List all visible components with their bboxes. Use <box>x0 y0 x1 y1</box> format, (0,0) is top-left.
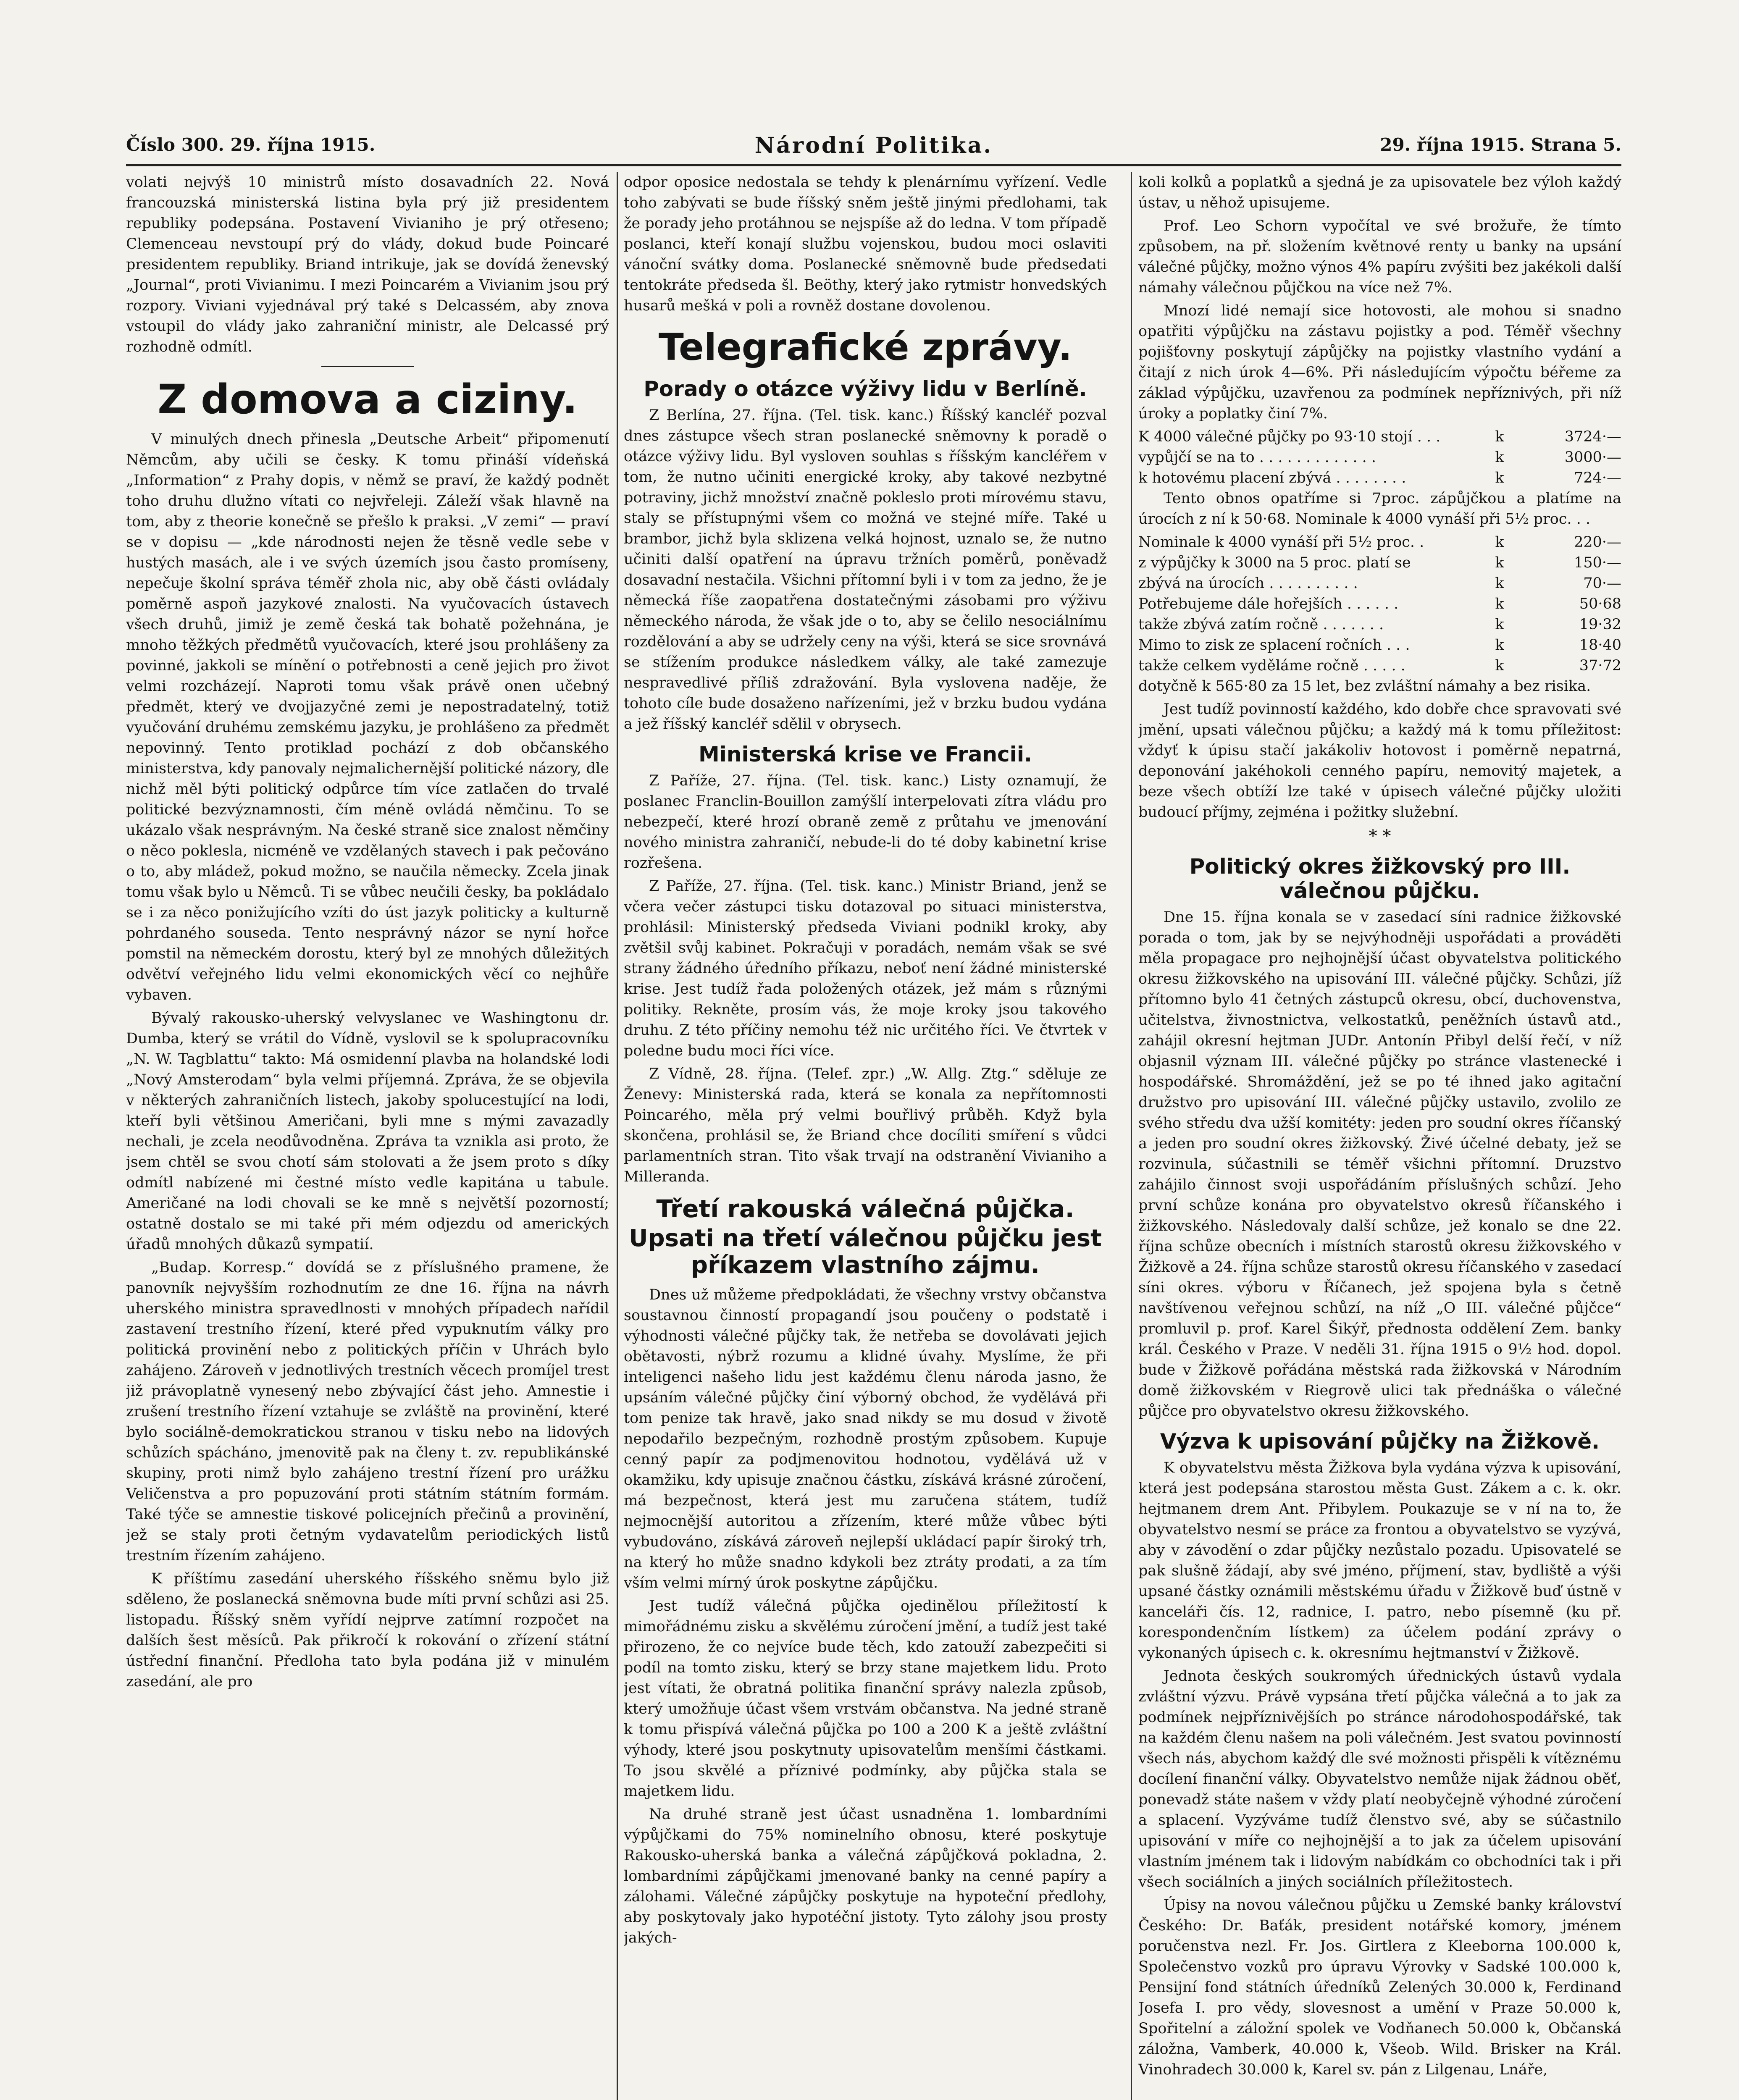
paragraph: Jednota českých soukromých úřednických ústavů vydala zvláštní výzvu. Právě vypsána třetí půjčka válečná a to jak za podmínek nejpříznivějších po stránce národohospodářské, tak na každém členu našem na poli válečném. Jest svatou povinností všech nás, abychom každý dle své možnosti přispěli k vítěznému docílení finanční války. Obyvatelstvo nemůže nijak žádnou oběť, ponevadž státe našem v vždy platí neobyčejně výhodné zúročení a splacení. Vyzýváme tudíž členstvo své, aby se súčastnilo upisování v míře co nejhojnější a to jak za účelem upisování vlastním jménem tak i lidovým nabídkám co obchodníci tak i při všech sociálních a jiných sociálních příležitostech. <box>1138 1668 1621 1890</box>
row-unit: k <box>1495 596 1504 612</box>
table-row <box>1138 427 1621 447</box>
divider <box>321 366 414 367</box>
row-unit: k <box>1495 449 1504 466</box>
row-value: 50·68 <box>1579 596 1621 612</box>
table-row <box>1138 553 1621 573</box>
table-row <box>1138 468 1621 488</box>
column-3 <box>1138 172 1621 2100</box>
paragraph: Mnozí lidé nemají sice hotovosti, ale mohou si snadno opatřiti výpůjčku na zástavu pojistky a pod. Téměř všechny pojišťovny poskytují zápůjčky na pojistky vlastního vydání a čitají z nich úrok 4—6%. Při následujícím výpočtu béřeme za základ výpůjčku, uzavřenou za podmínek nepříznivých, při níž úroky a poplatky činí 7%. <box>1138 302 1621 422</box>
row-value: 70·— <box>1583 575 1621 592</box>
paragraph: Úpisy na novou válečnou půjčku u Zemské banky království Českého: Dr. Baťák, president notářské komory, jménem poručenstva nezl. Fr. Jos. Girtlera z Kleeborna 100.000 k, Společenstvo vozků pro úpravu Výrovky v Sadské 100.000 k, Pensijní fond státních úředníků Zelených 30.000 k, Ferdinand Josefa I. pro vědy, slovesnost a umění v Praze 50.000 k, Spořitelní a záložní spolek ve Vodňanech 50.000 k, Občanská záložna, Vamberk, 40.000 k, Všeob. Wild. Brisker na Král. Vinohradech 30.000 k, Karel sv. pán z Lilgenau, Lnáře, <box>1138 1897 1621 2078</box>
newspaper-page <box>126 126 1621 2100</box>
article-heading: Politický okres žižkovský pro III. válečnou půjčku. <box>1189 854 1571 903</box>
asterisk-divider: * * <box>1369 827 1391 846</box>
row-label: vypůjčí se na to . . . . . . . . . . . . . <box>1138 449 1376 466</box>
paragraph: V minulých dnech přinesla „Deutsche Arbeit“ připomenutí Němcům, aby učili se česky. K tomu přináší vídeňská „Information“ z Prahy dopis, v němž se praví, že každý podnět toho druhu dlužno vítati co nejvřeleji. Záleží však hlavně na tom, aby z theorie konečně se přešlo k praksi. „V zemi“ — praví se v dopisu — „kde národnosti nejen že těsně vedle sebe v hustých masách, ale i ve svých územích jsou často promíseny, nepečuje školní správa téměř zhola nic, aby obě části ovládaly poměrně aspoň jazykové znalosti. Na vyučovacích ústavech všech druhů, jimiž je země česká tak bohatě požehnána, je mnoho těžkých předmětů vyučovacích, které jsou prohlášeny za povinné, jakkoli se mínění o potřebnosti a ceně jejich pro život velmi rozcházejí. Naproti tomu však právě onen učebný předmět, který ve dvojjazyčné zemi je nepostradatelný, totiž vyučování druhému zemskému jazyku, je prohlášeno za předmět nepovinný. Tento protiklad pochází z dob občanského ministerstva, kdy panovaly nejmalichernější politické názory, dle nichž měl býti politický odpůrce tím více zatlačen do trvalé politické bezvýznamnosti, čím méně ovládá němčinu. To se ukázalo však nesprávným. Na české straně sice znalost němčiny o něco poklesla, nicméně ve vzdělaných stavech i pak pečováno o to, aby mládež, pokud možno, se naučila německy. Zcela jinak tomu však bylo u Němců. Ti se vůbec neučili česky, ba pokládalo se i za něco ponižujícího vzíti do úst jazyk politicky a kulturně pohrdaného souseda. Tento nesprávný názor se nyní hořce pomstil na německém dorostu, který byl ze mnohých důležitých odvětví veřejného lidu velmi ekonomických věcí co nejhůře vybaven. <box>126 431 609 1003</box>
paragraph: Jest tudíž povinností každého, kdo dobře chce spravovati své jmění, upsati válečnou půjčku; a každý má k tomu příležitost: vždyť k úpisu stačí jakákoliv hotovost i poměrně nepatrná, deponování jakéhokoli cenného papíru, nemovitý majetek, a beze všech obtíží lze také v úpisech válečné půjčky uložiti budoucí příjmy, zejména i požitky služební. <box>1138 701 1621 821</box>
paragraph: Bývalý rakousko-uherský velvyslanec ve Washingtonu dr. Dumba, který se vrátil do Vídně, vyslovil se k spolupracovníku „N. W. Tagblattu“ takto: Má osmidenní plavba na holandské lodi „Nový Amsterodam“ byla velmi příjemná. Zpráva, že se objevila v některých zahraničních listech, jakoby spolucestující na lodi, kteří byli většinou Američani, byli mne s mými zavazadly nechali, je zcela neodůvodněna. Zpráva ta vznikla asi proto, že jsem chtěl se svou chotí sám stolovati a že jsem proto s díky odmítl nabízené mi čestné místo vedle kapitána u tabule. Američané na lodi chovali se ke mně s největší pozorností; ostatně dostalo se mi také při mém odjezdu od amerických úřadů mnohých důkazů sympatií. <box>126 1010 609 1253</box>
paragraph: Dnes už můžeme předpokládati, že všechny vrstvy občanstva soustavnou činností propagandí jsou poučeny o podstatě i výhodnosti válečné půjčky tak, že netřeba se dovolávati jejich obětavosti, nýbrž rozumu a klidné úvahy. Myslíme, že při inteligenci našeho lidu jest každému členu národa jasno, že upsáním válečné půjčky činí výborný obchod, že vydělává při tom penize tak hravě, jako snad nikdy se mu dosud v životě nepodařilo bezpečným, rozhodně prostým způsobem. Kupuje cenný papír za podjmenovitou hodnotou, vydělává už v okamžiku, kdy upisuje značnou částku, získává krásné zúročení, má bezpečnost, která jest mu zaručena státem, tudíž nejmocnější autoritou a zřízením, které může vůbec býti vybudováno, získává zároveň nejlepší ukládací papír široký trh, na který ho může snadno kdykoli bez ztráty prodati, a za tím vším velmi mírný úrok poskytne zápůjčku. <box>624 1286 1107 1591</box>
row-value: 3000·— <box>1564 449 1621 466</box>
paragraph: K obyvatelstvu města Žižkova byla vydána výzva k upisování, která jest podepsána starostou města Gust. Zákem a c. k. okr. hejtmanem drem Ant. Přibylem. Poukazuje se v ní na to, že obyvatelstvo nesmí se práce za frontou a obyvatelstvo se vyzývá, aby v závodění o zdar půjčky nezůstalo pozadu. Upisovatelé se pak slušně žádají, aby své jméno, příjmení, stav, bydliště a výši upsané částky oznámili městskému úřadu v Žižkově buď ústně v kanceláři čís. 12, radnice, I. patro, nebo písemně (ku př. korespondenčním lístkem) za účelem podání zprávy o vykonaných úpisech c. k. okresnímu hejtmanství v Žižkově. <box>1138 1460 1621 1662</box>
paragraph: Jest tudíž válečná půjčka ojedinělou příležitostí k mimořádnému zisku a skvělému zúročení jmění, a tudíž jest také přirozeno, že co nejvíce bude těch, kdo zatouží zabezpečiti si podíl na tomto zisku, který se brzy stane majetkem lidu. Proto jest vítati, že obratná politika finanční správy nalezla způsob, který umožňuje účast všem vrstvám občanstva. Na jedné straně k tomu přispívá válečná půjčka po 100 a 200 K a ještě zvláštní výhody, které jsou poskytnuty upisovatelům menšími částkami. To jsou skvělé a příznivé podmínky, aby půjčka stala se majetkem lidu. <box>624 1598 1107 1800</box>
row-unit: k <box>1495 554 1504 571</box>
row-value: 37·72 <box>1579 657 1621 674</box>
row-label: z výpůjčky k 3000 na 5 proc. platí se <box>1138 554 1411 571</box>
row-unit: k <box>1495 575 1504 592</box>
row-label: Potřebujeme dále hořejších . . . . . . <box>1138 596 1399 612</box>
issue-info: Číslo 300. 29. října 1915. <box>126 134 376 155</box>
row-unit: k <box>1495 470 1504 486</box>
row-value: 18·40 <box>1579 637 1621 654</box>
paragraph: Prof. Leo Schorn vypočítal ve své brožuře, že tímto způsobem, na př. složením květnové renty u banky na upsání válečné půjčky, možno výnos 4% papíru zvýšiti bez jakékoli další námahy válečnou půjčkou na více než 7%. <box>1138 218 1621 296</box>
table-row <box>1138 614 1621 635</box>
row-label: takže celkem vyděláme ročně . . . . . <box>1138 657 1405 674</box>
row-unit: k <box>1495 616 1504 633</box>
page-info: 29. října 1915. Strana 5. <box>1380 134 1621 155</box>
row-value: 19·32 <box>1579 616 1621 633</box>
table-row <box>1138 656 1621 676</box>
table-row <box>1138 635 1621 656</box>
row-value: 150·— <box>1574 554 1621 571</box>
table-row <box>1138 573 1621 594</box>
paragraph: Z Paříže, 27. října. (Tel. tisk. kanc.) Ministr Briand, jenž se včera večer zástupci tisku dotazoval po situaci ministerstva, prohlásil: Ministerský předseda Viviani podnikl kroky, aby zvětšil svůj kabinet. Pokračuji v poradách, nemám však se své strany žádného úředního příkazu, neboť není žádné ministerské krise. Jest tudíž řada položených otázek, jež mám s různými politiky. Rekněte, prosím vás, že moje kroky jsou takového druhu. Z této příčiny nemohu též nic určitého říci. Ve čtvrtek v poledne budu moci říci více. <box>624 878 1107 1059</box>
paragraph: odpor oposice nedostala se tehdy k plenárnímu vyřízení. Vedle toho zabývati se bude říšský sněm ještě jinými předlohami, tak že porady jeho protáhnou se nejspíše až do ledna. V tom případě poslanci, kteří konají službu vojenskou, budou moci oslaviti vánoční svátky doma. Poslanecké sněmovně bude předsedati tentokráte předseda šl. Beöthy, který jako rytmistr honvedských husarů mešká v poli a rovněž dostane dovolenou. <box>624 174 1107 314</box>
row-value: 3724·— <box>1564 428 1621 445</box>
row-unit: k <box>1495 637 1504 654</box>
row-label: takže zbývá zatím ročně . . . . . . . <box>1138 616 1384 633</box>
row-value: 724·— <box>1574 470 1621 486</box>
paragraph: dotyčně k 565·80 za 15 let, bez zvláštní námahy a bez risika. <box>1138 678 1591 695</box>
row-unit: k <box>1495 534 1504 551</box>
paragraph: Tento obnos opatříme si 7proc. zápůjčkou a platíme na úrocích z ní k 50·68. Nominale k 4000 vynáší při 5½ proc. . . <box>1138 490 1621 528</box>
paragraph: Z Vídně, 28. října. (Telef. zpr.) „W. Allg. Ztg.“ sděluje ze Ženevy: Ministerská rada, která se konala za nepřítomnosti Poincarého, měla prý velmi bouřlivý průběh. Když byla skončena, prohlásil se, že Briand chce docíliti smíření s vůdci parlamentních stran. Tito však trvají na odstranění Vivianiho a Millerandа. <box>624 1066 1107 1185</box>
paragraph: koli kolků a poplatků a sjedná je za upisovatele bez výloh každý ústav, u něhož upisujeme. <box>1138 174 1621 211</box>
article-heading: Třetí rakouská válečná půjčka. <box>656 1194 1074 1223</box>
column-rule <box>617 172 618 2100</box>
paragraph: Z Berlína, 27. října. (Tel. tisk. kanc.) Říšský kancléř pozval dnes zástupce všech stran poslanecké sněmovny k poradě o otázce výživy lidu. Byl vysloven souhlas s říšským kancléřem v tom, že nutno učiniti energické kroky, aby takové nezbytné potraviny, jichž množství značně pokleslo proti mírovému stavu, staly se přístupnými všem co možná ve stejné míře. Také u brambor, jichž byla sklizena velká hojnost, uznalo se, že nutno učiniti další opatření na úpravu tržních poměrů, poněvadž dosavadní nestačila. Všichni přítomní byli i v tom za jedno, že je německá říše zaopatřena dostatečnými zásobami pro výživu německého národa, že však jde o to, aby se čelilo nesociálnímu rozdělování a aby se udržely ceny na výši, která se sice srovnává se stížením produkce následkem války, ale také zamezuje nespravedlivé příliš zdražování. Byla vyslovena naděje, že tohoto cíle bude dosaženo nařízeními, jež v brzku budou vydána a jež říšský kancléř sdělil v obrysech. <box>624 407 1107 732</box>
paragraph: K příštímu zasedání uherského říšského sněmu bylo již sděleno, že poslanecká sněmovna bude míti první schůzi asi 25. listopadu. Říšský sněm vyřídí nejprve zatímní rozpočet na dalších šest měsíců. Pak přikročí k rokování o zřízení státní ústřední finanční. Předloha tato byla podána již v minulém zasedání, ale pro <box>126 1570 609 1690</box>
page-header <box>126 126 1621 166</box>
article-heading: Výzva k upisování půjčky na Žižkově. <box>1160 1429 1600 1454</box>
calculation-table <box>1138 532 1621 676</box>
row-label: Nominale k 4000 vynáší při 5½ proc. . <box>1138 534 1424 551</box>
calculation-table <box>1138 427 1621 488</box>
section-title: Telegrafické zprávy. <box>658 326 1072 369</box>
article-subheading: Upsati na třetí válečnou půjčku jest příkazem vlastního zájmu. <box>629 1225 1102 1279</box>
column-rule <box>1131 172 1132 2100</box>
row-label: k hotovému placení zbývá . . . . . . . . <box>1138 470 1406 486</box>
paragraph: Na druhé straně jest účast usnadněna 1. lombardními výpůjčkami do 75% nominelního obnosu, které poskytuje Rakousko-uherská banka a válečná zápůjčková pokladna, 2. lombardními zápůjčkami jmenované banky na cenné papíry a zálohami. Válečné zápůjčky poskytuje na hypoteční předlohy, aby poskytovaly jako hypotéční jistoty. Tyto zálohy jsou prosty jakých- <box>624 1806 1107 1946</box>
table-row <box>1138 532 1621 553</box>
row-label: zbývá na úrocích . . . . . . . . . . <box>1138 575 1358 592</box>
row-label: K 4000 válečné půjčky po 93·10 stojí . . . <box>1138 428 1441 445</box>
paragraph: „Budap. Korresp.“ dovídá se z příslušného pramene, že panovník nejvyšším rozhodnutím ze dne 16. října na návrh uherského ministra spravedlnosti v mnohých případech nařídil zastavení trestního řízení, které před vypuknutím války pro politická provinění nebo z politických příčin v Uhrách bylo zahájeno. Zároveň v jednotlivých trestních věcech promíjel trest již právoplatně vynesený nebo zbývající část jeho. Amnestie i zrušení trestního řízení vztahuje se zvláště na provinění, které bylo sociálně-demokratickou stranou v tisku nebo na lidových schůzích spácháno, jmenovitě pak na členy t. zv. republikánské skupiny, proti nimž bylo zahájeno trestní řízení pro urážku Veličenstva a pro popuzování proti státním státním formám. Také týče se amnestie tiskové policejních přečinů a provinění, jež se staly proti četným vydavatelům periodických listů trestním řízením zahájeno. <box>126 1259 609 1564</box>
table-row <box>1138 594 1621 614</box>
article-heading: Ministerská krise ve Francii. <box>699 742 1032 766</box>
paragraph: volati nejvýš 10 ministrů místo dosavadních 22. Nová francouzská ministerská listina byla prý již presidentem republiky podepsána. Postavení Vivianiho je prý otřeseno; Clemenceau nevstoupí prý do vlády, dokud bude Poincaré presidentem republiky. Briand intrikuje, jak se dovídá ženevský „Journal“, proti Vivianimu. I mezi Poincarém a Vivianim jsou prý rozpory. Viviani vyjednával prý také s Delcassém, aby znova vstoupil do vlády jako zahraniční ministr, ale Delcassé prý rozhodně odmítl. <box>126 174 609 355</box>
table-row <box>1138 447 1621 468</box>
column-1 <box>126 172 609 2100</box>
paragraph: Dne 15. října konala se v zasedací síni radnice žižkovské porada o tom, jak by se nejvýhodněji uspořádati a prováděti měla propagace pro nejhojnější účast obyvatelstva politického okresu žižkovského na upisování III. válečné půjčky. Schůzi, jíž přítomno bylo 41 četných zástupců okresu, obcí, duchovenstva, učitelstva, živnostnictva, velkostatků, peněžních ústavů atd., zahájil okresní hejtman JUDr. Antonín Přibyl delší řečí, v níž objasnil význam III. válečné půjčky po stránce vlastenecké i hospodářské. Shromáždění, jež se po té ihned jako agitační družstvo pro upisování III. válečné půjčky ustavilo, zvolilo ze svého středu dva užší komitéty: jeden pro soudní okres říčanský a jeden pro soudní okres žižkovský. Živé účelné debaty, jež se rozvinula, súčastnili se téměř všichni přítomní. Druzstvo zahájilo činnost svoji uspořádáním příslušných schůzí. Jeho první schůze konána pro obyvatelstvo okresů říčanského i žižkovského. Následovaly další schůze, jež konalo se dne 22. října schůze obecních i místních starostů okresu žižkovského v Žižkově a 24. října schůze starostů okresu říčanského v zasedací síni okres. výboru v Říčanech, jež spojena byla s četně navštívenou veřejnou schůzí, na níž „O III. válečné půjčce“ promluvil p. prof. Karel Šikýř, přednosta oddělení Zem. banky král. Českého v Praze. V neděli 31. října 1915 o 9½ hod. dopol. bude v Žižkově pořádána městská rada žižkovská v Národním domě žižkovském v Riegrově ulici tak přednáška o válečné půjčce pro obyvatelstvo okresu žižkovského. <box>1138 909 1621 1420</box>
column-2 <box>624 172 1107 2100</box>
row-unit: k <box>1495 657 1504 674</box>
row-value: 220·— <box>1574 534 1621 551</box>
article-heading: Porady o otázce výživy lidu v Berlíně. <box>644 377 1087 401</box>
paragraph: Z Paříže, 27. října. (Tel. tisk. kanc.) Listy oznamují, že poslanec Franclin-Bouillon zamýšlí interpelovati zítra vládu pro nebezpečí, které hrozí obraně země z průtahu ve jmenování nového ministra zahraničí, nebude-li do té doby kabinetní krise rozřešena. <box>624 772 1107 872</box>
row-label: Mimo to zisk ze splacení ročních . . . <box>1138 637 1410 654</box>
masthead: Národní Politika. <box>754 133 993 158</box>
row-unit: k <box>1495 428 1504 445</box>
section-title: Z domova a ciziny. <box>158 376 578 423</box>
